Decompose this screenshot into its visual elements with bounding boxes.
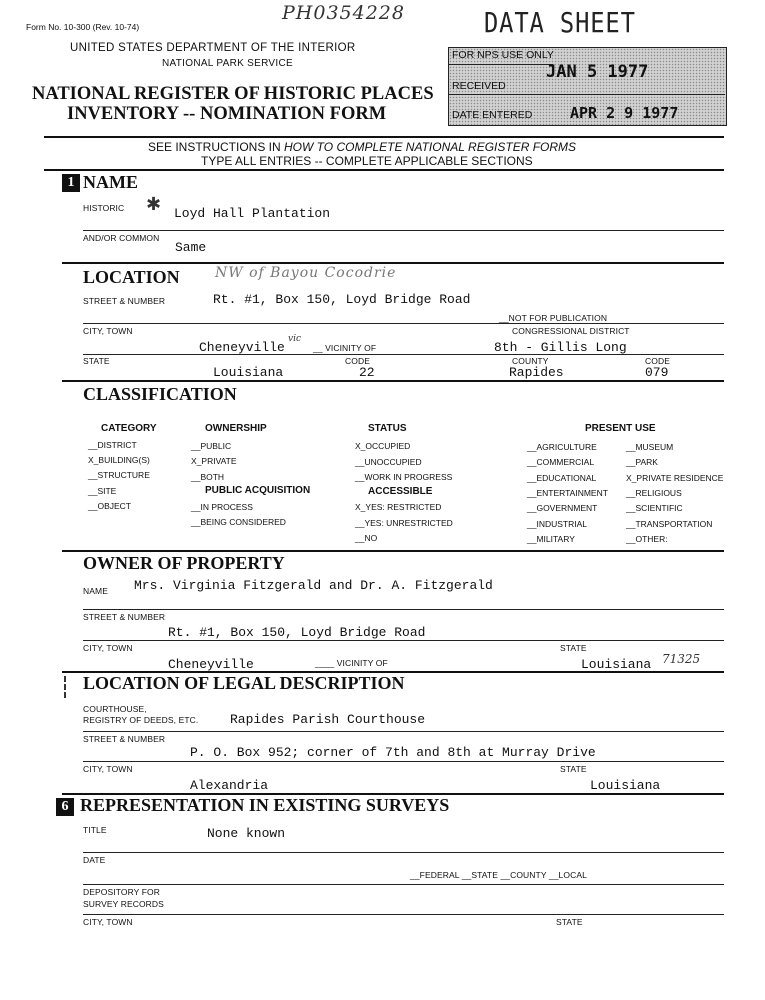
category-option: __OBJECT [88, 501, 131, 511]
present-use-option: __AGRICULTURE [527, 442, 597, 452]
survey-date-label: DATE [83, 855, 106, 865]
owner-state: Louisiana [581, 657, 652, 672]
asterisk-mark: ✱ [146, 194, 162, 215]
acquisition-option: __BEING CONSIDERED [191, 517, 286, 527]
survey-state-label: STATE [556, 917, 583, 927]
status-option: __UNOCCUPIED [355, 457, 422, 467]
section-number-1: 1 [62, 174, 80, 192]
received-date: JAN 5 1977 [546, 62, 649, 82]
present-use-option: __INDUSTRIAL [527, 519, 587, 529]
category-heading: CATEGORY [101, 423, 157, 434]
present-use-option: __ENTERTAINMENT [527, 488, 608, 498]
present-use-heading: PRESENT USE [585, 423, 656, 434]
location-city: Cheneyville [199, 340, 285, 355]
legal-city: Alexandria [190, 778, 269, 793]
acquisition-option: __IN PROCESS [191, 502, 253, 512]
owner-street: Rt. #1, Box 150, Loyd Bridge Road [168, 625, 426, 640]
present-use-option: __MUSEUM [626, 442, 674, 452]
category-option: __DISTRICT [88, 440, 137, 450]
state-code: 22 [359, 365, 375, 380]
courthouse: Rapides Parish Courthouse [230, 712, 426, 727]
congressional-district-label: CONGRESSIONAL DISTRICT [512, 326, 630, 336]
present-use-option: __MILITARY [527, 534, 575, 544]
location-city-label: CITY, TOWN [83, 326, 133, 336]
city-vicinity-note: vic [288, 334, 302, 344]
ownership-option: X_PRIVATE [191, 456, 237, 466]
county-code: 079 [645, 365, 669, 380]
owner-name: Mrs. Virginia Fitzgerald and Dr. A. Fitzgerald [134, 578, 493, 593]
accessible-option: X_YES: RESTRICTED [355, 502, 442, 512]
accessible-option: __NO [355, 533, 378, 543]
section-number-6: 6 [56, 798, 74, 816]
status-option: X_OCCUPIED [355, 441, 411, 451]
location-state-label: STATE [83, 356, 110, 366]
department-name: UNITED STATES DEPARTMENT OF THE INTERIOR [70, 42, 356, 54]
form-title-line2: INVENTORY -- NOMINATION FORM [67, 104, 387, 124]
location-state: Louisiana [213, 365, 284, 380]
form-number: Form No. 10-300 (Rev. 10-74) [26, 22, 140, 32]
county-label: COUNTY [512, 356, 549, 366]
ownership-option: __BOTH [191, 472, 225, 482]
legal-state-label: STATE [560, 764, 587, 774]
state-code-label: CODE [345, 356, 370, 366]
present-use-option: __GOVERNMENT [527, 503, 598, 513]
ownership-option: __PUBLIC [191, 441, 232, 451]
category-option: __STRUCTURE [88, 470, 150, 480]
owner-city-label: CITY, TOWN [83, 643, 133, 653]
county: Rapides [509, 365, 564, 380]
category-option: X_BUILDING(S) [88, 455, 150, 465]
present-use-option: __EDUCATIONAL [527, 473, 597, 483]
owner-zip-note: 71325 [662, 652, 701, 666]
instructions-line2: TYPE ALL ENTRIES -- COMPLETE APPLICABLE SECTIONS [201, 154, 533, 168]
location-street: Rt. #1, Box 150, Loyd Bridge Road [213, 292, 471, 307]
survey-title-label: TITLE [83, 825, 107, 835]
public-acquisition-heading: PUBLIC ACQUISITION [205, 485, 311, 496]
present-use-option: __RELIGIOUS [626, 488, 682, 498]
legal-city-label: CITY, TOWN [83, 764, 133, 774]
section-number-2 [62, 268, 80, 286]
common-name-label: AND/OR COMMON [83, 233, 160, 243]
service-name: NATIONAL PARK SERVICE [162, 58, 293, 69]
not-for-publication: __NOT FOR PUBLICATION [499, 313, 608, 323]
instructions-line1: SEE INSTRUCTIONS IN HOW TO COMPLETE NATIONAL REGISTER FORMS [148, 140, 577, 154]
location-handwritten-note: NW of Bayou Cocodrie [215, 265, 397, 281]
present-use-option: __COMMERCIAL [527, 457, 595, 467]
section-classification-title: CLASSIFICATION [83, 384, 237, 404]
survey-levels: __FEDERAL __STATE __COUNTY __LOCAL [410, 870, 587, 880]
form-title-line1: NATIONAL REGISTER OF HISTORIC PLACES [32, 84, 434, 104]
legal-street-label: STREET & NUMBER [83, 734, 166, 744]
date-entered-label: DATE ENTERED [452, 109, 533, 121]
legal-street: P. O. Box 952; corner of 7th and 8th at Murray Drive [190, 745, 596, 760]
owner-city: Cheneyville [168, 657, 254, 672]
owner-name-label: NAME [83, 586, 108, 596]
accessible-heading: ACCESSIBLE [368, 486, 433, 497]
status-heading: STATUS [368, 423, 407, 434]
courthouse-label: COURTHOUSE, [83, 704, 147, 714]
registry-label: REGISTRY OF DEEDS, ETC. [83, 715, 199, 725]
section-surveys-title: REPRESENTATION IN EXISTING SURVEYS [80, 795, 450, 815]
ownership-heading: OWNERSHIP [205, 423, 267, 434]
present-use-option: __SCIENTIFIC [626, 503, 683, 513]
present-use-option: __OTHER: [626, 534, 668, 544]
survey-city-label: CITY, TOWN [83, 917, 133, 927]
margin-mark [64, 676, 66, 698]
category-option: __SITE [88, 486, 117, 496]
nps-use-label: FOR NPS USE ONLY [452, 49, 554, 61]
present-use-option: __TRANSPORTATION [626, 519, 713, 529]
vicinity-of-label: __ VICINITY OF [313, 343, 377, 353]
historic-label: HISTORIC [83, 203, 125, 213]
section-location-title: LOCATION [83, 267, 180, 287]
present-use-option: __PARK [626, 457, 658, 467]
section-legal-title: LOCATION OF LEGAL DESCRIPTION [83, 673, 405, 693]
received-label: RECEIVED [452, 80, 506, 92]
common-name: Same [175, 240, 207, 255]
data-sheet-stamp: DATA SHEET [484, 6, 636, 39]
section-owner-title: OWNER OF PROPERTY [83, 553, 285, 573]
congressional-district: 8th - Gillis Long [494, 340, 627, 355]
handwritten-id: PH0354228 [282, 2, 405, 24]
entered-date: APR 2 9 1977 [570, 104, 679, 122]
historic-name: Loyd Hall Plantation [174, 206, 331, 221]
owner-state-label: STATE [560, 643, 587, 653]
survey-title: None known [207, 826, 286, 841]
county-code-label: CODE [645, 356, 670, 366]
owner-vicinity-label: ____ VICINITY OF [315, 658, 388, 668]
legal-state: Louisiana [590, 778, 661, 793]
section-name-title: NAME [83, 172, 138, 192]
survey-records-label: SURVEY RECORDS [83, 899, 164, 909]
status-option: __WORK IN PROGRESS [355, 472, 453, 482]
present-use-option: X_PRIVATE RESIDENCE [626, 473, 724, 483]
depository-label: DEPOSITORY FOR [83, 887, 160, 897]
accessible-option: __YES: UNRESTRICTED [355, 518, 453, 528]
owner-street-label: STREET & NUMBER [83, 612, 166, 622]
location-street-label: STREET & NUMBER [83, 296, 166, 306]
